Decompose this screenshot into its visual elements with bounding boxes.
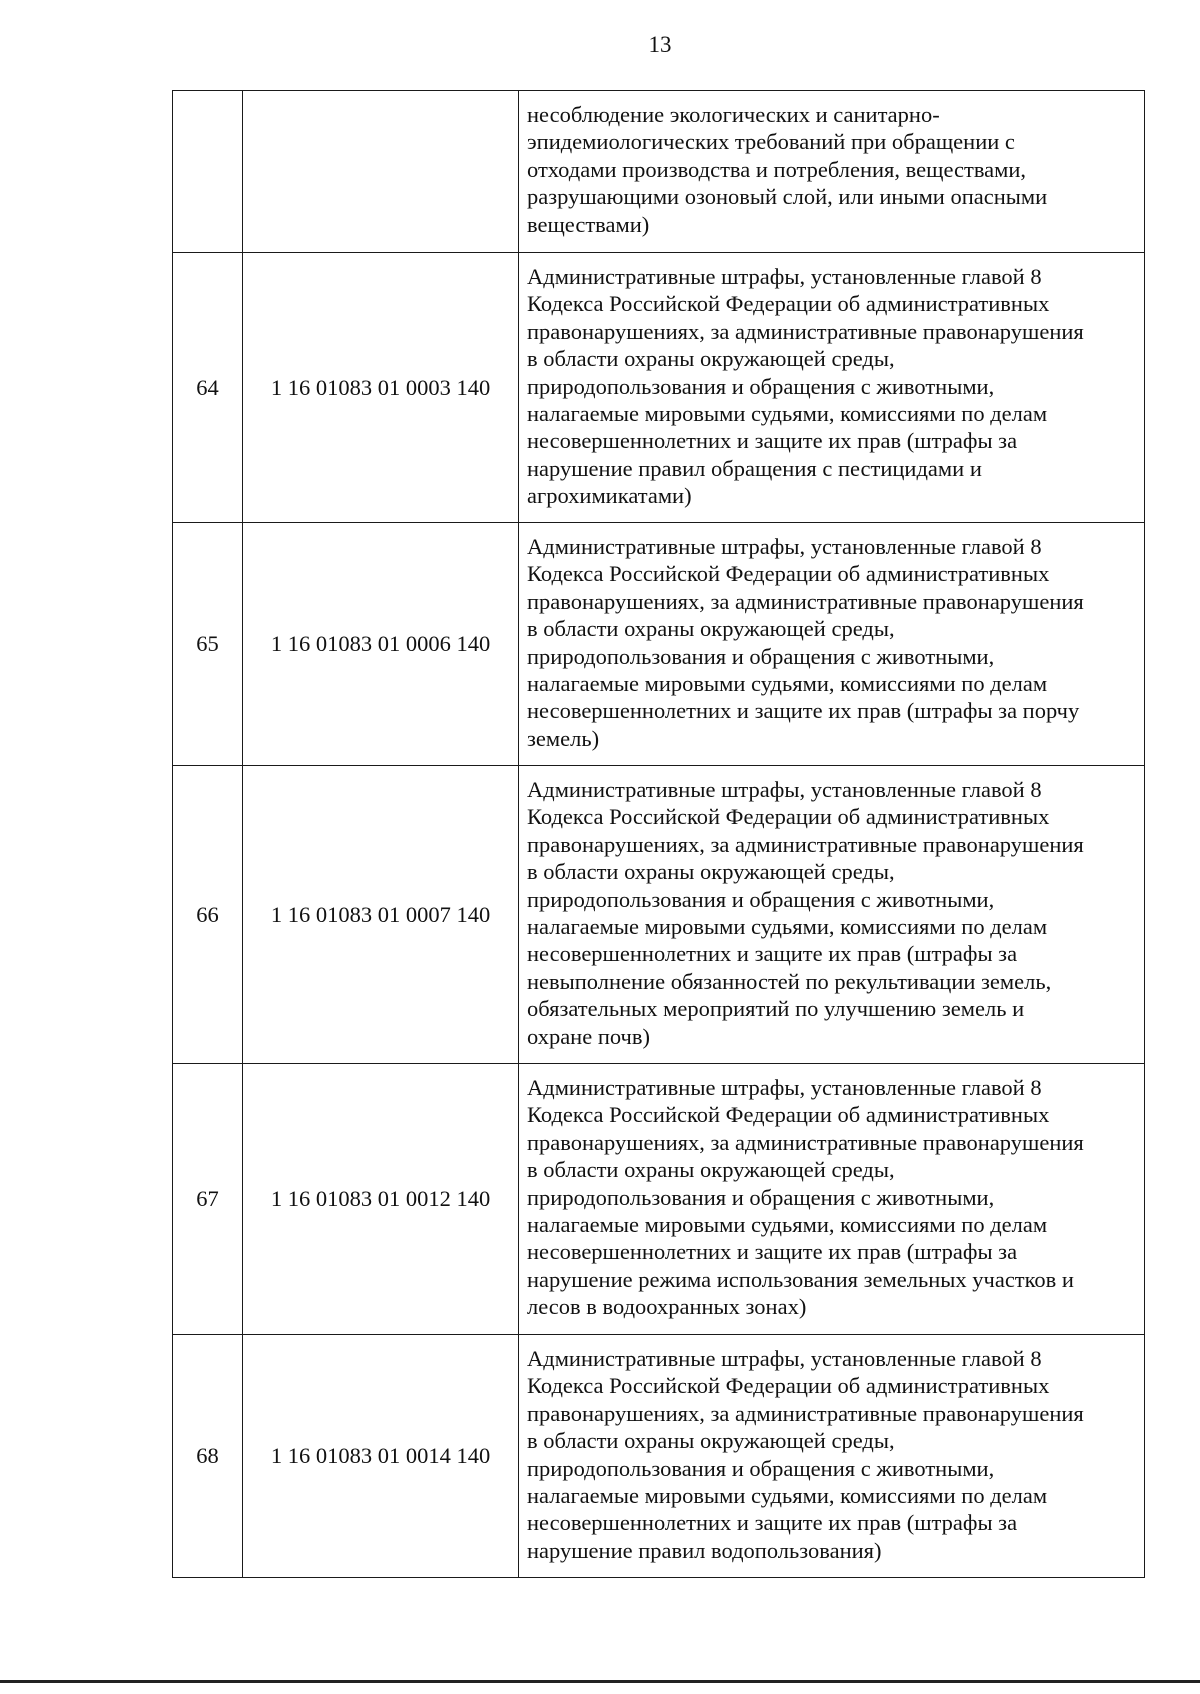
table-row — [173, 1064, 1145, 1335]
row-number: 64 — [173, 253, 243, 523]
row-number: 65 — [173, 523, 243, 766]
budget-code: 1 16 01083 01 0006 140 — [243, 523, 519, 766]
budget-code: 1 16 01083 01 0012 140 — [243, 1064, 519, 1335]
row-description: Административные штрафы, установленные главой 8 Кодекса Российской Федерации об административных правонарушениях, за административные правонарушения в области охраны окружающей среды, природопользования и обращения с животными, налагаемые мировыми судьями, комиссиями по делам несовершеннолетних и защите их прав (штрафы за нарушение правил водопользования) — [519, 1335, 1145, 1578]
row-number — [173, 91, 243, 253]
row-description: Административные штрафы, установленные главой 8 Кодекса Российской Федерации об административных правонарушениях, за административные правонарушения в области охраны окружающей среды, природопользования и обращения с животными, налагаемые мировыми судьями, комиссиями по делам несовершеннолетних и защите их прав (штрафы за нарушение правил обращения с пестицидами и агрохимикатами) — [519, 253, 1145, 523]
page-number: 13 — [648, 32, 672, 57]
row-number: 68 — [173, 1335, 243, 1578]
budget-code: 1 16 01083 01 0003 140 — [243, 253, 519, 523]
table-row — [173, 91, 1145, 253]
fines-table — [172, 90, 1145, 1578]
budget-code: 1 16 01083 01 0007 140 — [243, 766, 519, 1064]
budget-code — [243, 91, 519, 253]
row-description: Административные штрафы, установленные главой 8 Кодекса Российской Федерации об административных правонарушениях, за административные правонарушения в области охраны окружающей среды, природопользования и обращения с животными, налагаемые мировыми судьями, комиссиями по делам несовершеннолетних и защите их прав (штрафы за нарушение режима использования земельных участков и лесов в водоохранных зонах) — [519, 1064, 1145, 1335]
budget-code: 1 16 01083 01 0014 140 — [243, 1335, 519, 1578]
table-row — [173, 253, 1145, 523]
row-description: Административные штрафы, установленные главой 8 Кодекса Российской Федерации об административных правонарушениях, за административные правонарушения в области охраны окружающей среды, природопользования и обращения с животными, налагаемые мировыми судьями, комиссиями по делам несовершеннолетних и защите их прав (штрафы за порчу земель) — [519, 523, 1145, 766]
table-row — [173, 1335, 1145, 1578]
row-number: 67 — [173, 1064, 243, 1335]
page-bottom-rule — [0, 1680, 1200, 1683]
row-number: 66 — [173, 766, 243, 1064]
row-description: несоблюдение экологических и санитарно- эпидемиологических требований при обращении с отходами производства и потребления, веществами, разрушающими озоновый слой, или иными опасными веществами) — [519, 91, 1145, 253]
row-description: Административные штрафы, установленные главой 8 Кодекса Российской Федерации об административных правонарушениях, за административные правонарушения в области охраны окружающей среды, природопользования и обращения с животными, налагаемые мировыми судьями, комиссиями по делам несовершеннолетних и защите их прав (штрафы за невыполнение обязанностей по рекультивации земель, обязательных мероприятий по улучшению земель и охране почв) — [519, 766, 1145, 1064]
table-row — [173, 523, 1145, 766]
table-row — [173, 766, 1145, 1064]
